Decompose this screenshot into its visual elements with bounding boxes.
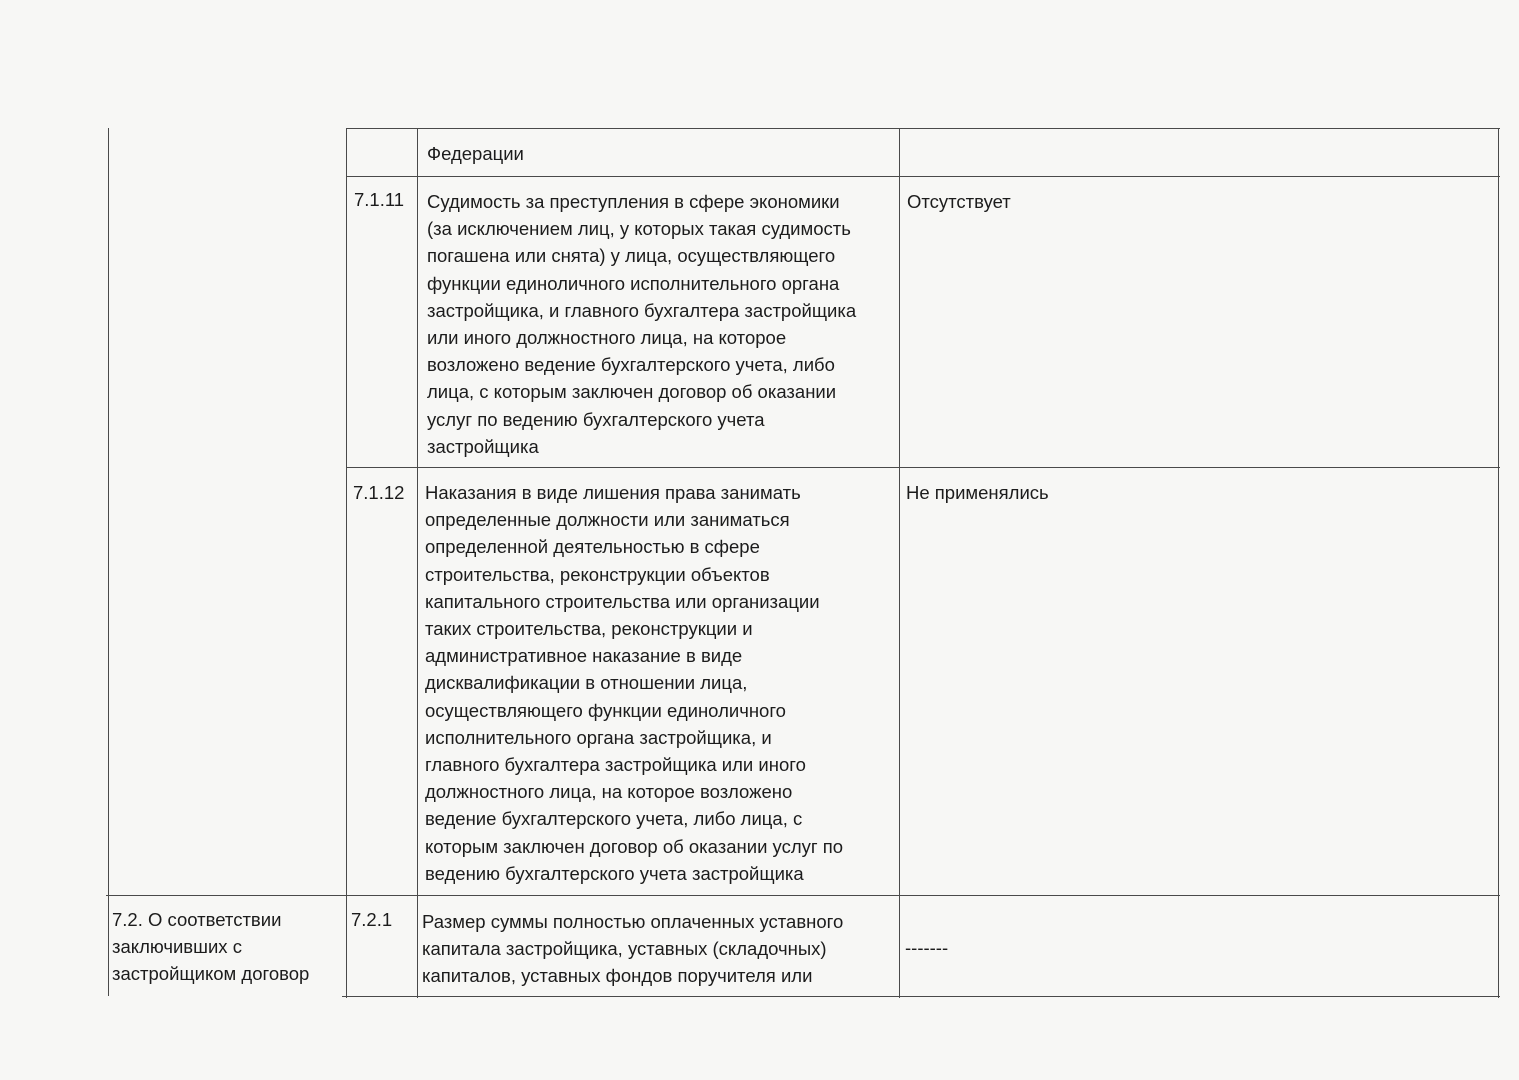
row-1-description: Судимость за преступления в сфере экономики (за исключением лиц, у которых такая судимость погашена или снята) у лица, осуществляющего функции единоличного исполнительного органа застройщика, и главного бухгалтера застройщика или иного должностного лица, на которое возложено ведение бухгалтерского учета, либо лица, с которым заключен договор об оказании услуг по ведению бухгалтерского учета застройщика (427, 191, 857, 457)
row-divider-1 (346, 176, 1500, 177)
row-2-number: 7.1.12 (353, 482, 405, 503)
table-divider-section (346, 128, 347, 998)
row-2-value: Не применялись (906, 482, 1049, 503)
row-divider-2 (346, 467, 1500, 468)
row-0-description: Федерации (427, 143, 524, 164)
row-1-value: Отсутствует (907, 191, 1011, 212)
row-3-value: ------- (905, 937, 949, 958)
row-3-section: 7.2. О соответствии заключивших с застройщиком договор (112, 909, 310, 985)
row-1-number: 7.1.11 (354, 189, 405, 210)
table-border-left (108, 128, 109, 996)
row-divider-3 (106, 895, 1500, 896)
table-divider-number (417, 128, 418, 998)
table-border-right (1498, 128, 1499, 998)
table-border-bottom (342, 996, 1500, 997)
table-border-top (346, 128, 1500, 129)
row-2-description: Наказания в виде лишения права занимать определенные должности или заниматься определенной деятельностью в сфере строительства, реконструкции объектов капитального строительства или организации таких строительства, реконструкции и административное наказание в виде дисквалификации в отношении лица, осуществляющего функции единоличного исполнительного органа застройщика, и главного бухгалтера застройщика или иного должностного лица, на которое возложено ведение бухгалтерского учета, либо лица, с которым заключен договор об оказании услуг по ведению бухгалтерского учета застройщика (425, 482, 844, 884)
table-divider-value (899, 128, 900, 998)
row-3-description: Размер суммы полностью оплаченных уставного капитала застройщика, уставных (складочных) капиталов, уставных фондов поручителя или (422, 911, 844, 987)
row-3-number: 7.2.1 (351, 909, 393, 930)
